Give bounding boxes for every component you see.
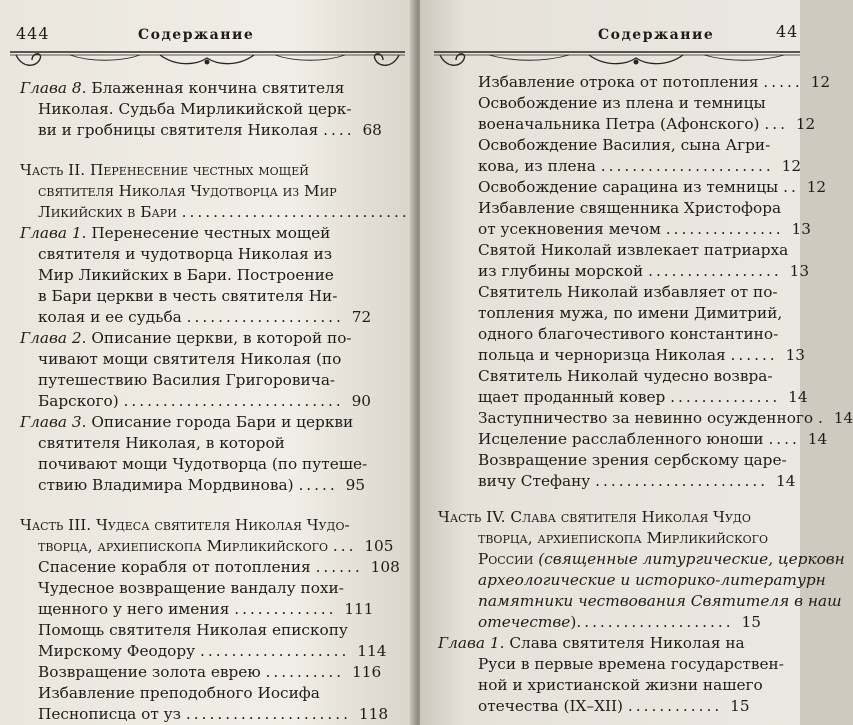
header-ornament-icon [434,46,800,74]
toc-part-entry[interactable]: Часть III. Чудеса святителя Николая Чудо- творца, архиепископа Мирликийского ... 105 [20,516,394,555]
toc-entry[interactable]: Возвращение зрения сербскому царе- вичу Стефану ...................... 14 [478,451,796,490]
entry-page: 12 [781,157,802,175]
entry-page: 14 [776,472,796,490]
entry-page: 90 [351,392,372,410]
toc-entry[interactable]: Глава 3. Описание города Бари и церкви святителя Николая, в которой почивают мощи Чудотворца (по путеше- ствию Владимира Мордвинова) ..... 95 [20,413,368,494]
running-head: Содержание [598,27,715,43]
entry-page: 95 [345,476,366,494]
toc-entry[interactable]: Избавление отрока от потопления ..... 12 [478,73,831,91]
toc-entry[interactable]: Глава 8. Блаженная кончина святителя Николая. Судьба Мирликийской церк- ви и гробницы святителя Николая .... 68 [20,79,382,139]
toc-entry[interactable]: Освобождение сарацина из темницы .. 12 [478,178,827,196]
toc-entry[interactable]: Помощь святителя Николая епископу Мирскому Феодору ................... 114 [38,621,387,660]
toc-entry[interactable]: Святитель Николай избавляет от по- топления мужа, по имени Димитрий, одного благочестивого константино- польца и черноризца Николая ...... 13 [478,283,806,364]
entry-page: 12 [810,73,831,91]
toc-entry[interactable]: Святитель Николай чудесно возвра- щает проданный ковер .............. 14 [478,367,808,406]
header-ornament-icon [10,46,405,74]
entry-page: 116 [352,663,382,681]
right-page [420,0,853,725]
entry-page: 14 [833,409,853,427]
toc-entry[interactable]: Чудесное возвращение вандалу похи- щенного у него имения ............. 111 [38,579,374,618]
entry-page: 15 [741,613,761,631]
left-page [0,0,416,725]
entry-page: 114 [357,642,387,660]
entry-page: 14 [807,430,828,448]
toc-entry[interactable]: Спасение корабля от потопления ...... 108 [38,558,400,576]
entry-page: 12 [795,115,816,133]
toc-entry[interactable]: Избавление священника Христофора от усекновения мечом ............... 13 [478,199,812,238]
toc-entry[interactable]: Глава 1. Перенесение честных мощей святителя и чудотворца Николая из Мир Ликийских в Бари. Построение в Бари церкви в честь святителя Ни- колая и ее судьба .................... 72 [20,224,372,326]
page-number: 44 [776,22,799,41]
entry-label: Глава 8. [20,79,87,97]
entry-page: 108 [370,558,400,576]
toc-entry[interactable]: Святой Николай извлекает патриарха из глубины морской ................. 13 [478,241,810,280]
toc-part-entry[interactable]: Часть IV. Слава святителя Николая Чудо творца, архиепископа Мирликийского России (священные литургические, церковн археологические и историко-литературн памятники чествования Святителя в наш отечестве).................... 15 [438,508,845,631]
toc-entry[interactable]: Глава 1. Слава святителя Николая на Руси в первые времена государствен- ной и христианской жизни нашего отечества (IX–XII) ............ 15 [438,634,784,715]
toc-entry[interactable]: Глава 2. Описание церкви, в которой по- чивают мощи святителя Николая (по путешествию Василия Григоровича- Барского) ............................ 90 [20,329,372,410]
toc-right [438,72,853,717]
toc-entry[interactable]: Освобождение Василия, сына Агри- кова, из плена ...................... 12 [478,136,802,175]
entry-page: 72 [351,308,372,326]
toc-left [20,78,410,725]
entry-page: 111 [344,600,374,618]
page-number: 444 [16,24,50,43]
entry-page: 14 [788,388,808,406]
entry-page: 118 [358,705,389,723]
toc-entry[interactable]: Заступничество за невинно осужденного . 14 [478,409,853,427]
entry-page: 105 [364,537,394,555]
entry-page: 13 [791,220,812,238]
toc-entry[interactable]: Избавление преподобного Иосифа Песнописца от уз ..................... 118 [38,684,389,723]
toc-part-entry[interactable]: Часть II. Перенесение честных мощей святителя Николая Чудотворца из Мир Ликийских в Бари ............................. [20,160,363,223]
entry-page: 68 [362,121,382,139]
entry-page: 13 [785,346,806,364]
toc-entry[interactable]: Исцеление расслабленного юноши .... 14 [478,430,828,448]
toc-entry[interactable]: Возвращение золота еврею .......... 116 [38,663,382,681]
running-head: Содержание [138,27,255,43]
entry-page: 12 [806,178,827,196]
entry-page: 13 [789,262,810,280]
entry-page: 15 [730,697,750,715]
toc-entry[interactable]: Освобождение из плена и темницы военачальника Петра (Афонского) ... 12 [478,94,816,133]
